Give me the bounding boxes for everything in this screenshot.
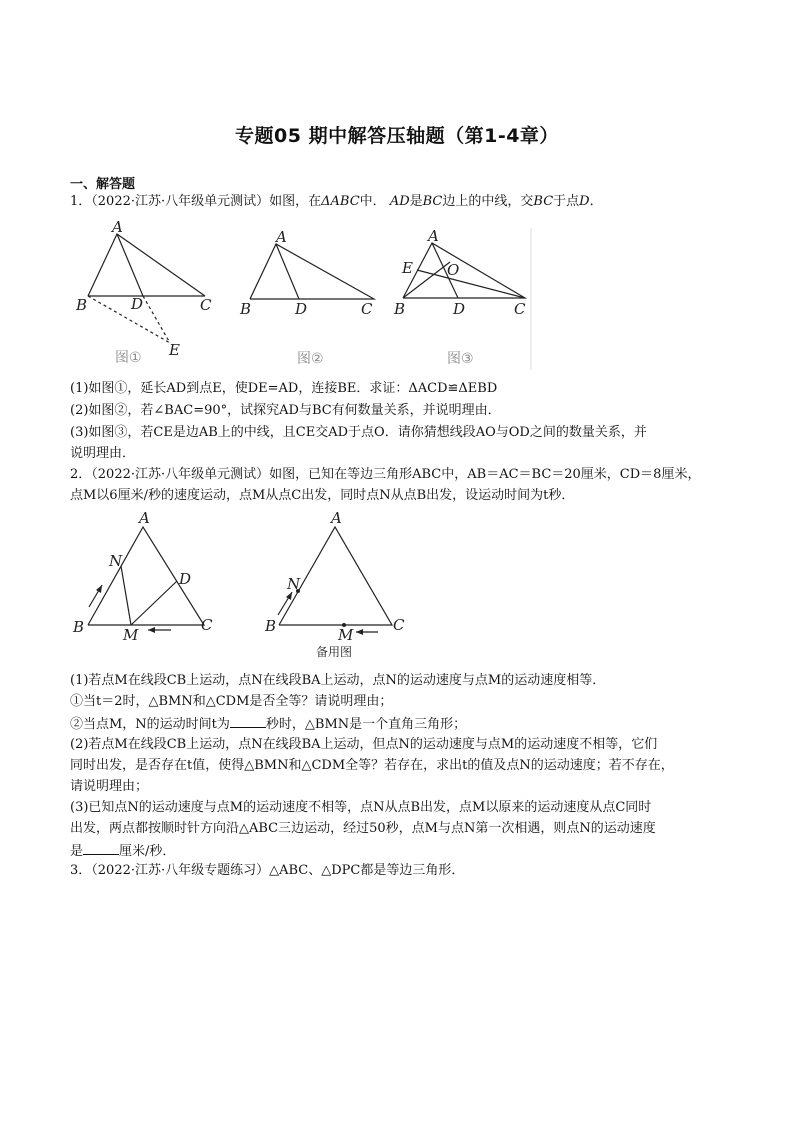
q1-part1: (1)如图①，延长AD到点E，使DE=AD，连接BE．求证：ΔACD≌ΔEBD	[70, 381, 498, 396]
fig2-label-d: D	[295, 300, 308, 318]
q2-part2-line3: 请说明理由；	[70, 779, 149, 794]
q2-fig-label-b: B	[73, 618, 85, 636]
q1-part3-line1: (3)如图③，若CE是边AB上的中线，且CE交AD于点O．请你猜想线段AO与OD之间的数量关系，并	[70, 425, 647, 440]
q3-stem: 3．（2022·江苏·八年级专题练习）△ABC、△DPC都是等边三角形．	[70, 863, 465, 878]
q2-arrow-m-head	[148, 627, 155, 633]
answer-blank-1[interactable]	[230, 715, 266, 728]
q1-figure-3	[403, 243, 525, 298]
fig2-label-c: C	[361, 300, 373, 318]
fig3-label-c: C	[514, 300, 526, 318]
q2-part2-line2: 同时出发，是否存在t值，使得△BMN和△CDM全等？若存在，求出t的值及点N的运动速度；若不存在，	[70, 758, 674, 773]
q2-stem-line2: 点M以6厘米/秒的速度运动，点M从点C出发，同时点N从点B出发，设运动时间为t秒．	[70, 488, 575, 503]
fig3-label-e: E	[402, 259, 413, 277]
q2-fig-label-m: M	[123, 626, 139, 644]
q2-fig-label-n: N	[109, 552, 123, 570]
fig2-label-b: B	[240, 300, 252, 318]
q1-figure-2	[250, 244, 374, 299]
q2-part1b: ②当点M，N的运动时间t为 秒时，△BMN是一个直角三角形；	[70, 717, 467, 732]
q2-fig-label-c: C	[201, 616, 213, 634]
fig1-label-b: B	[76, 296, 88, 314]
fig1-label-d: D	[131, 295, 144, 313]
section-heading: 一、解答题	[70, 177, 136, 192]
q2-spare-label-c: C	[393, 616, 405, 634]
q2-spare-label-b: B	[265, 617, 277, 635]
q1-part2: (2)如图②，若∠BAC=90°，试探究AD与BC有何数量关系，并说明理由．	[70, 403, 501, 418]
q1-part3-line2: 说明理由．	[70, 446, 136, 461]
q2-arrow-n-head	[96, 585, 102, 593]
q2-spare-caption: 备用图	[316, 645, 353, 659]
answer-blank-2[interactable]	[83, 842, 119, 855]
fig3-label-d: D	[453, 300, 466, 318]
fig1-caption: 图①	[115, 350, 142, 366]
q2-fig-label-a: A	[139, 509, 150, 527]
fig3-label-o: O	[447, 261, 460, 279]
q2-spare-arrow-m-head	[356, 629, 363, 635]
q2-stem-line1: 2．（2022·江苏·八年级单元测试）如图，已知在等边三角形ABC中，AB＝AC＝BC＝20厘米，CD＝8厘米，	[70, 467, 701, 482]
q2-part1a: ①当t＝2时，△BMN和△CDM是否全等？请说明理由；	[70, 694, 393, 709]
q2-spare-label-n: N	[287, 575, 301, 593]
q2-spare-label-a: A	[331, 509, 342, 527]
fig3-caption: 图③	[447, 351, 474, 367]
q2-part3-line3: 是 厘米/秒．	[70, 844, 176, 859]
q2-fig-label-d: D	[179, 570, 192, 588]
q2-spare-label-m: M	[338, 626, 354, 644]
fig2-caption: 图②	[297, 351, 324, 367]
q2-spare-arrow-n-head	[286, 592, 292, 600]
q2-part3-line2: 出发，两点都按顺时针方向沿△ABC三边运动，经过50秒，点M与点N第一次相遇，则点N的运动速度	[70, 821, 656, 836]
q2-part2-line1: (2)若点M在线段CB上运动，点N在线段BA上运动，但点N的运动速度与点M的运动速度不相等，它们	[70, 737, 658, 752]
fig1-label-a: A	[112, 218, 123, 236]
q2-part1: (1)若点M在线段CB上运动，点N在线段BA上运动，点N的运动速度与点M的运动速度相等．	[70, 673, 606, 688]
fig1-label-e: E	[169, 341, 180, 359]
q2-part3-line1: (3)已知点N的运动速度与点M的运动速度不相等，点N从点B出发，点M以原来的运动速度从点C同时	[70, 800, 652, 815]
fig2-label-a: A	[276, 228, 287, 246]
fig1-label-c: C	[200, 296, 212, 314]
q1-figure-1	[88, 234, 205, 343]
page-title: 专题05 期中解答压轴题（第1-4章）	[235, 125, 559, 147]
q1-stem: 1．（2022·江苏·八年级单元测试）如图，在ΔABC中． AD是BC边上的中线，交BC于点D．	[70, 194, 603, 209]
fig3-label-b: B	[394, 300, 406, 318]
fig3-label-a: A	[428, 227, 439, 245]
